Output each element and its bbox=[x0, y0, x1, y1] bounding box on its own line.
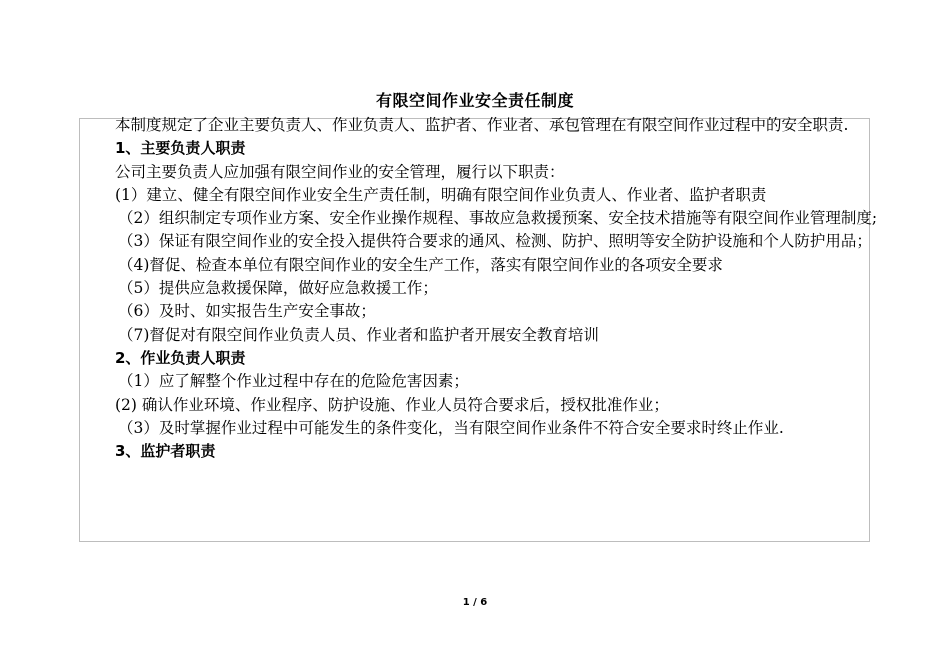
document-body bbox=[82, 114, 892, 463]
list-item: （4)督促、检查本单位有限空间作业的安全生产工作，落实有限空间作业的各项安全要求 bbox=[118, 255, 723, 274]
list-item-text: （3）保证有限空间作业的安全投入提供符合要求的通风、检测、防护、照明等安全防护设施和个人防护用品； bbox=[118, 232, 872, 251]
section-heading-1: 1、主要负责人职责 bbox=[115, 139, 246, 158]
list-item bbox=[82, 230, 892, 253]
section-1-lead: 公司主要负责人应加强有限空间作业的安全管理，履行以下职责： bbox=[115, 162, 565, 181]
list-item bbox=[82, 207, 892, 230]
section-heading-2: 2、作业负责人职责 bbox=[115, 348, 246, 367]
list-item: （7)督促对有限空间作业负责人员、作业者和监护者开展安全教育培训 bbox=[118, 325, 599, 344]
list-item: (2) 确认作业环境、作业程序、防护设施、作业人员符合要求后，授权批准作业； bbox=[115, 395, 669, 414]
list-item: （6）及时、如实报告生产安全事故； bbox=[118, 302, 376, 321]
list-item: （5）提供应急救援保障，做好应急救援工作； bbox=[118, 279, 438, 298]
page-indicator: 1 / 6 bbox=[462, 597, 488, 608]
document-title: 有限空间作业安全责任制度 bbox=[375, 91, 574, 110]
list-item: （3）及时掌握作业过程中可能发生的条件变化，当有限空间作业条件不符合安全要求时终止作业. bbox=[118, 418, 784, 437]
list-item: (1）建立、健全有限空间作业安全生产责任制，明确有限空间作业负责人、作业者、监护者职责 bbox=[115, 185, 767, 204]
list-item: （1）应了解整个作业过程中存在的危险危害因素； bbox=[118, 372, 469, 391]
intro-paragraph: 本制度规定了企业主要负责人、作业负责人、监护者、作业者、承包管理在有限空间作业过程中的安全职责. bbox=[115, 116, 849, 134]
section-heading-3: 3、监护者职责 bbox=[115, 442, 216, 461]
list-item-text: （2）组织制定专项作业方案、安全作业操作规程、事故应急救援预案、安全技术措施等有限空间作业管理制度; bbox=[118, 209, 878, 228]
